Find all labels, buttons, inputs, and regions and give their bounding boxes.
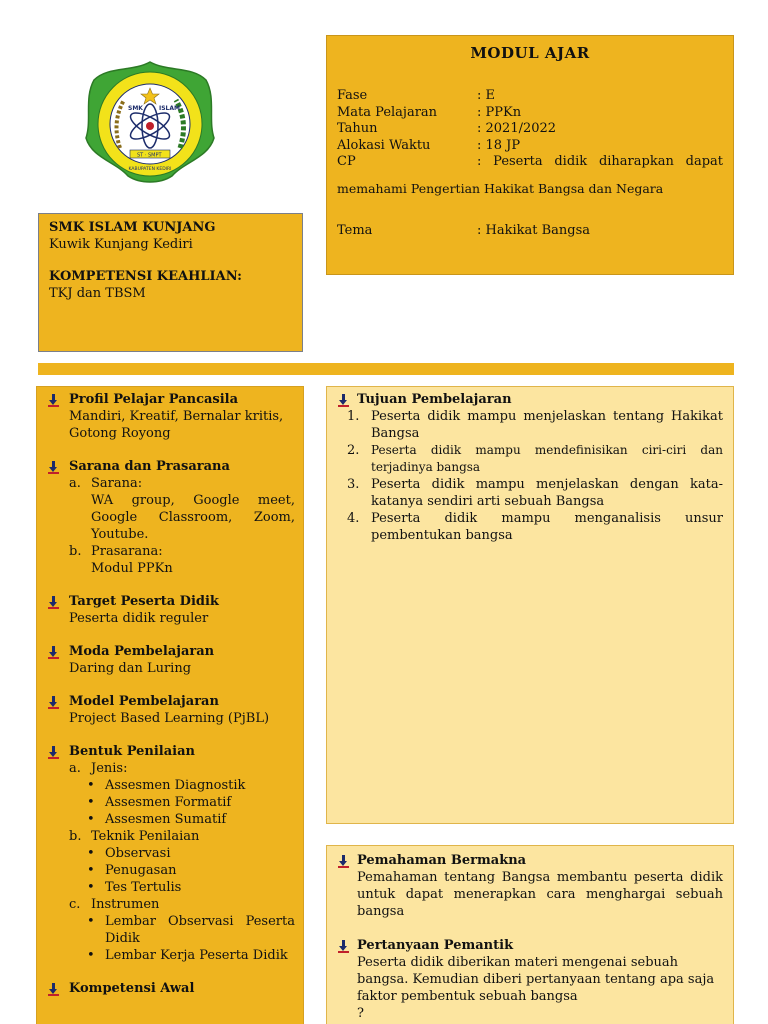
list-marker: c. [69, 897, 81, 912]
tema-row [337, 223, 723, 240]
meta-label: CP [337, 154, 356, 169]
list-item: • Lembar Kerja Peserta Didik [87, 948, 288, 963]
list-label: Instrumen [91, 897, 160, 912]
logo-bottom-text: KABUPATEN KEDIRI [128, 167, 172, 172]
section-moda [47, 643, 295, 677]
list-marker: a. [69, 761, 81, 776]
section-title: Kompetensi Awal [69, 981, 195, 996]
section-target [47, 593, 295, 627]
pemahaman-text: Pemahaman tentang Bangsa membantu peserta didik untuk dapat menerapkan cara menghargai sebuah bangsa [357, 870, 723, 919]
list-marker: b. [69, 829, 82, 844]
meta-row-fase [337, 88, 723, 105]
sarana-text: WA group, Google meet, Google Classroom, Zoom, Youtube. [91, 493, 295, 542]
meta-value: : PPKn [477, 104, 522, 120]
list-label: Teknik Penilaian [91, 829, 200, 844]
section-title: Bentuk Penilaian [69, 744, 195, 759]
list-item: 1. Peserta didik mampu menjelaskan tentang Hakikat Bangsa [347, 409, 723, 441]
section-text: Mandiri, Kreatif, Bernalar kritis, Gotong Royong [69, 409, 284, 441]
list-label: Sarana: [91, 476, 143, 491]
kompetensi-value: TKJ dan TBSM [49, 285, 146, 301]
logo-center-left: SMK [128, 105, 143, 112]
section-profil [47, 391, 295, 442]
divider-bar [38, 363, 734, 375]
list-item: • Assesmen Sumatif [87, 812, 227, 827]
logo-center-right: ISLAM [159, 105, 180, 112]
arrow-down-icon [47, 593, 69, 610]
section-sarana [47, 458, 295, 577]
list-item: 2. Peserta didik mampu mendefinisikan ciri-ciri dan terjadinya bangsa [347, 443, 723, 474]
list-item: • Assesmen Diagnostik [87, 778, 246, 793]
pertanyaan-tail: ? [357, 1006, 364, 1021]
school-address: Kuwik Kunjang Kediri [49, 236, 193, 252]
section-kompetensi-awal [47, 980, 295, 997]
list-item: 4. Peserta didik mampu menganalisis unsur pembentukan bangsa [347, 511, 723, 543]
section-title: Target Peserta Didik [69, 594, 219, 609]
meta-value: : 2021/2022 [477, 121, 557, 136]
list-item: • Assesmen Formatif [87, 795, 232, 810]
list-item: 3. Peserta didik mampu menjelaskan dengan kata-katanya sendiri arti sebuah Bangsa [347, 477, 723, 509]
section-title: Pertanyaan Pemantik [357, 938, 514, 953]
prasarana-text: Modul PPKn [91, 561, 173, 576]
tema-value: : Hakikat Bangsa [477, 223, 591, 238]
meta-list [337, 88, 723, 240]
logo-atom-core [146, 122, 154, 130]
arrow-down-icon [47, 743, 69, 760]
left-column [36, 386, 304, 1024]
arrow-down-icon [47, 693, 69, 710]
arrow-down-icon [47, 458, 69, 475]
section-penilaian [47, 743, 295, 964]
module-title: MODUL AJAR [470, 44, 590, 62]
arrow-down-icon [47, 391, 69, 408]
cp-continuation: memahami Pengertian Hakikat Bangsa dan Negara [337, 180, 664, 196]
school-name: SMK ISLAM KUNJANG [49, 220, 216, 235]
section-text: Project Based Learning (PjBL) [69, 711, 270, 726]
list-item: • Lembar Observasi Peserta Didik [87, 914, 295, 946]
meta-label: Tahun [337, 121, 378, 136]
meta-label: Fase [337, 88, 368, 103]
pertanyaan-text: Peserta didik diberikan materi mengenai sebuah bangsa. Kemudian diberi pertanyaan tentang apa saja faktor pembentuk sebuah bangsa [357, 955, 715, 1004]
arrow-down-icon [47, 643, 69, 660]
school-logo [80, 58, 220, 188]
meta-value: : E [477, 88, 496, 103]
logo-ribbon-text: ST · SMPT [137, 152, 162, 159]
section-title: Model Pembelajaran [69, 694, 219, 709]
school-info-box [38, 213, 303, 352]
section-text: Peserta didik reguler [69, 611, 209, 626]
section-text: Daring dan Luring [69, 661, 192, 676]
arrow-down-icon [337, 852, 357, 869]
pemahaman-box [326, 845, 734, 1024]
list-item: • Tes Tertulis [87, 880, 182, 895]
section-title: Moda Pembelajaran [69, 644, 215, 659]
meta-label: Alokasi Waktu [337, 137, 431, 153]
meta-row-mapel [337, 105, 723, 122]
section-title: Tujuan Pembelajaran [357, 392, 512, 407]
arrow-down-icon [337, 391, 357, 408]
list-marker: a. [69, 476, 81, 491]
meta-value: : 18 JP [477, 137, 521, 153]
list-label: Jenis: [91, 761, 128, 776]
list-item: • Penugasan [87, 863, 177, 878]
list-marker: b. [69, 544, 82, 559]
list-item: • Observasi [87, 846, 171, 861]
meta-row-tahun [337, 121, 723, 138]
header-box [326, 35, 734, 275]
meta-row-alokasi [337, 138, 723, 155]
meta-label: Mata Pelajaran [337, 104, 438, 120]
tema-label: Tema [337, 223, 373, 238]
tujuan-box [326, 386, 734, 824]
cp-value: : Peserta didik diharapkan dapat [477, 154, 723, 169]
arrow-down-icon [47, 980, 69, 997]
section-title: Sarana dan Prasarana [69, 459, 230, 474]
arrow-down-icon [337, 937, 357, 954]
section-model [47, 693, 295, 727]
section-title: Profil Pelajar Pancasila [69, 392, 239, 407]
list-label: Prasarana: [91, 544, 163, 559]
kompetensi-label: KOMPETENSI KEAHLIAN: [49, 269, 242, 284]
section-title: Pemahaman Bermakna [357, 853, 527, 868]
meta-row-cp [337, 154, 723, 171]
